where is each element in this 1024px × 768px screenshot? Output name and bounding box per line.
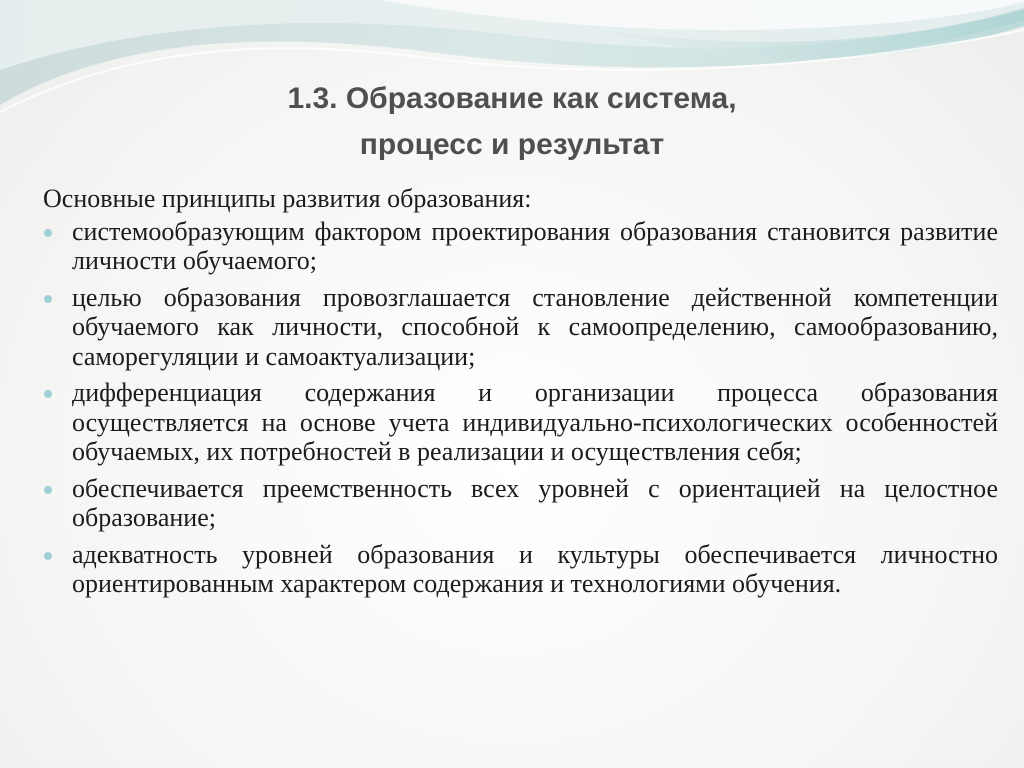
list-item xyxy=(43,540,998,599)
list-item-text: системообразующим фактором проектирования образования становится развитие личности обучаемого; xyxy=(72,216,998,275)
slide-title xyxy=(0,76,1024,168)
list-item xyxy=(43,283,998,372)
bullet-icon xyxy=(44,390,52,398)
list-item-text: дифференциация содержания и организации процесса образования осуществляется на основе учета индивидуально-психологических особенностей обучаемых, их потребностей в реализации и осуществления себя; xyxy=(72,378,998,466)
principles-list xyxy=(43,217,998,599)
bullet-icon xyxy=(44,486,52,494)
bullet-icon xyxy=(44,229,52,237)
slide-title-line-1: 1.3. Образование как система, xyxy=(287,82,737,115)
slide-title-line-2: процесс и результат xyxy=(359,128,665,161)
list-item-text: целью образования провозглашается становление действенной компетенции обучаемого как личности, способной к самоопределению, самообразованию, саморегуляции и самоактуализации; xyxy=(72,282,998,371)
list-item-text: адекватность уровней образования и культуры обеспечивается личностно ориентированным характером содержания и технологиями обучения. xyxy=(72,539,998,598)
list-item xyxy=(43,217,998,276)
list-item xyxy=(43,378,998,467)
list-item-text: обеспечивается преемственность всех уровней с ориентацией на целостное образование; xyxy=(72,473,998,532)
list-item xyxy=(43,474,998,533)
slide-body xyxy=(43,184,998,606)
bullet-icon xyxy=(44,552,52,560)
bullet-icon xyxy=(44,295,52,303)
intro-text: Основные принципы развития образования: xyxy=(43,184,532,213)
